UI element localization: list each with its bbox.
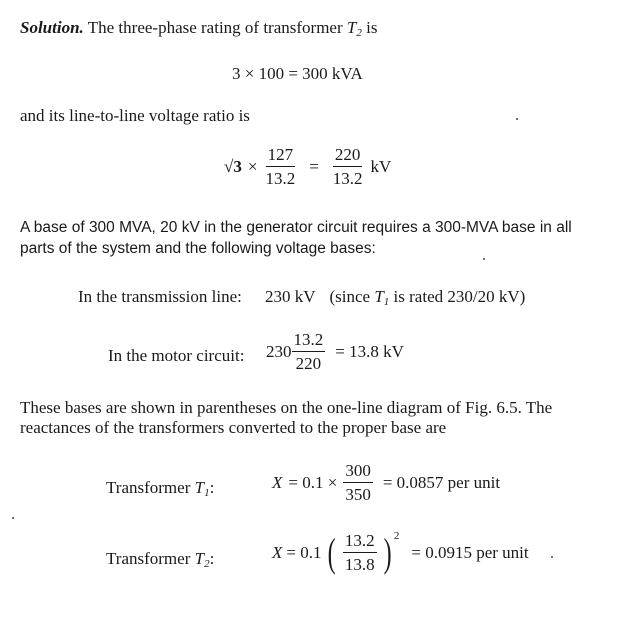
transformer-symbol: $T_1$ — [194, 478, 210, 499]
transmission-note: (since — [329, 287, 371, 306]
transformer-t1-label — [106, 478, 214, 499]
fraction-numerator: 220 — [333, 146, 363, 167]
motor-circuit-equation — [266, 331, 404, 372]
equals-sign: = — [309, 156, 319, 176]
scan-speck — [12, 517, 14, 519]
reactance-symbol: X — [272, 472, 283, 492]
transformer-symbol: $T_1$ — [374, 287, 390, 308]
colon: : — [209, 549, 215, 568]
fraction-numerator: 13.2 — [343, 532, 377, 553]
transmission-line-value — [265, 287, 525, 308]
t1-result: = 0.0857 per unit — [382, 472, 501, 492]
bases-paragraph-line-2: reactances of the transformers converted to the proper base are — [20, 418, 447, 437]
equation-prefix: = 0.1 — [286, 542, 322, 562]
ratio-fraction-1 — [263, 146, 297, 187]
solution-is: is — [366, 18, 378, 37]
right-paren: ) — [383, 529, 392, 575]
solution-line — [20, 18, 377, 39]
fraction-numerator: 127 — [266, 146, 296, 167]
t2-result: = 0.0915 per unit — [411, 542, 529, 562]
motor-circuit-label: In the motor circuit: — [108, 346, 245, 365]
scan-speck — [483, 258, 485, 260]
motor-result: = 13.8 kV — [335, 341, 404, 361]
voltage-ratio-equation — [224, 146, 391, 187]
transformer-word: Transformer — [106, 549, 191, 568]
t1-fraction — [343, 462, 373, 503]
motor-coefficient: 230 — [266, 341, 292, 361]
fraction-denominator: 220 — [295, 354, 322, 373]
fraction-denominator: 350 — [345, 485, 371, 504]
solution-label: Solution. — [20, 18, 84, 37]
fraction-denominator: 13.2 — [332, 169, 363, 188]
fraction-numerator: 300 — [343, 462, 373, 483]
t2-fraction — [343, 532, 377, 573]
left-paren: ( — [328, 529, 337, 575]
transformer-t2-label — [106, 549, 214, 570]
transformer-t2-equation — [272, 529, 529, 575]
base-paragraph-line-2: parts of the system and the following voltage bases: — [20, 240, 376, 257]
motor-fraction — [292, 331, 326, 372]
times-sign: × — [247, 156, 258, 176]
fraction-numerator: 13.2 — [292, 331, 326, 352]
sqrt-three: √3 — [224, 156, 242, 176]
transformer-t1-equation — [272, 462, 500, 503]
ratio-fraction-2 — [331, 146, 365, 187]
rating-equation: 3 × 100 = 300 kVA — [232, 64, 363, 83]
ratio-intro: and its line-to-line voltage ratio is — [20, 106, 250, 125]
scan-speck — [516, 118, 518, 120]
transmission-note-end: is rated 230/20 kV) — [393, 287, 526, 306]
transformer-word: Transformer — [106, 478, 191, 497]
scan-speck — [551, 556, 553, 558]
reactance-symbol: X — [272, 542, 283, 562]
colon: : — [209, 478, 215, 497]
fraction-denominator: 13.8 — [344, 555, 375, 574]
transformer-symbol: $T_2$ — [194, 549, 210, 570]
equation-prefix: = 0.1 × — [288, 472, 338, 492]
transmission-voltage: 230 kV — [265, 287, 316, 306]
fraction-denominator: 13.2 — [265, 169, 296, 188]
unit-kv: kV — [370, 156, 392, 176]
transmission-line-label: In the transmission line: — [78, 287, 242, 306]
bases-paragraph-line-1: These bases are shown in parentheses on the one-line diagram of Fig. 6.5. The — [20, 398, 553, 417]
transformer-symbol: $T_2$ — [346, 18, 362, 39]
base-paragraph-line-1: A base of 300 MVA, 20 kV in the generator circuit requires a 300-MVA base in all — [20, 219, 572, 236]
solution-intro: The three-phase rating of transformer — [87, 18, 343, 37]
exponent: 2 — [393, 530, 400, 542]
